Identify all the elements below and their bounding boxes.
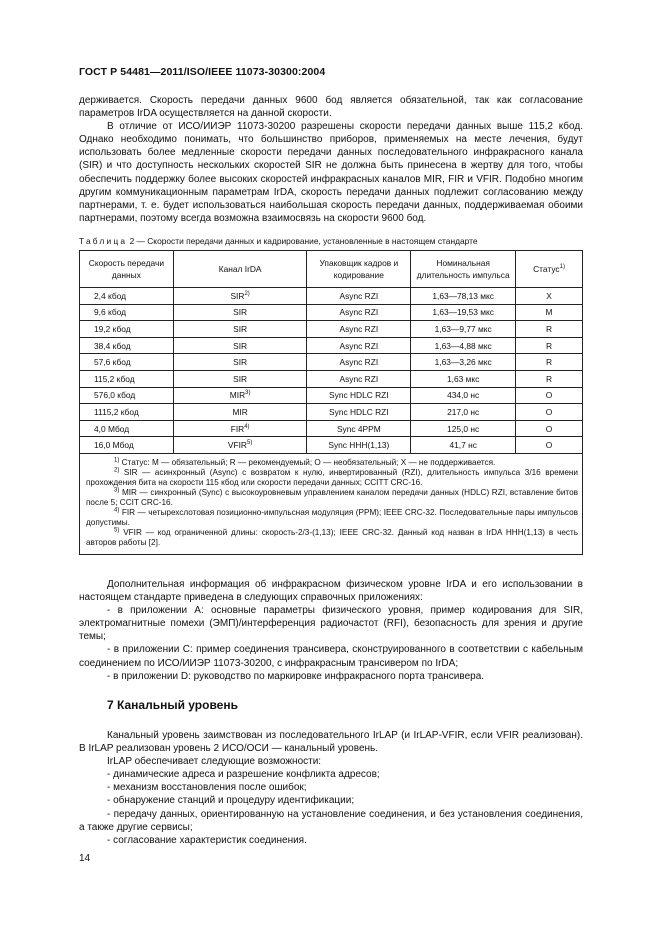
- section-paragraph-1: Канальный уровень заимствован из последовательного IrLAP (и IrLAP-VFIR, если VFIR реализован). В IrLAP реализован уровень 2 ИСО/ОСИ — канальный уровень.: [79, 730, 583, 755]
- cell-channel: [173, 354, 307, 371]
- cell-channel-text: SIR: [233, 357, 248, 368]
- cell-channel-text: SIR: [233, 373, 248, 384]
- appendix-intro: Дополнительная информация об инфракрасном физическом уровне IrDA и его использовании в настоящем стандарте приведена в следующих справочных приложениях:: [79, 579, 583, 604]
- table-note: [86, 468, 578, 488]
- cell-duration: 41,7 нс: [411, 437, 516, 454]
- table-row: [80, 370, 583, 387]
- table-note-text: VFIR — код ограниченной длины: скорость-2/3-(1,13); IEEE CRC-32. Данный код назван в IrDA HHH(1,13) в честь авторов работы [2].: [86, 527, 578, 547]
- cell-channel-text: MIR: [229, 390, 246, 401]
- table-row: [80, 420, 583, 437]
- cell-channel: [173, 420, 307, 437]
- cell-framer: Async RZI: [307, 288, 411, 305]
- cell-duration: 1,63—78,13 мкс: [411, 288, 516, 305]
- cell-duration: 217,0 нс: [411, 404, 516, 421]
- table-note-mark: 1): [114, 457, 120, 464]
- cell-rate: 57,6 кбод: [80, 354, 174, 371]
- appendix-item: - в приложении С: пример соединения трансивера, сконструированного в соответствии с кабельным соединением по ИСО/ИИЭР 11073-30200, с инфракрасным трансивером по IrDA;: [79, 644, 583, 669]
- table-note-text: SIR — асинхронный (Async) с возвратом к нулю, инвертированный (RZI), длительность импульса 3/16 времени прохождения бита на скорости 115 кбод или скорости передачи данных; CCITT CRC-16.: [86, 467, 578, 487]
- cell-framer: Sync HDLC RZI: [307, 387, 411, 404]
- cell-status: R: [516, 337, 583, 354]
- table-notes-row: [80, 453, 583, 554]
- section-heading: 7 Канальный уровень: [107, 698, 238, 712]
- cell-status: O: [516, 404, 583, 421]
- cell-duration: 125,0 нс: [411, 420, 516, 437]
- table-header-row: [80, 251, 583, 288]
- table-note-mark: 5): [114, 527, 120, 534]
- cell-rate: 4,0 Мбод: [80, 420, 174, 437]
- cell-channel-text: VFIR: [227, 440, 247, 451]
- cell-framer: Sync HDLC RZI: [307, 404, 411, 421]
- capability-item: - обнаружение станций и процедуру идентификации;: [107, 795, 355, 807]
- page-header: ГОСТ Р 54481—2011/ISO/IEEE 11073-30300:2004: [79, 66, 326, 78]
- cell-channel-note: 4): [244, 423, 250, 430]
- cell-rate: 19,2 кбод: [80, 321, 174, 338]
- cell-rate: 38,4 кбод: [80, 337, 174, 354]
- capability-item: - согласование характеристик соединения.: [107, 834, 307, 846]
- cell-rate: 9,6 кбод: [80, 304, 174, 321]
- cell-rate: 2,4 кбод: [80, 288, 174, 305]
- cell-status: R: [516, 354, 583, 371]
- cell-duration: 1,63—4,88 мкс: [411, 337, 516, 354]
- table-note-text: FIR — четырехслотовая позиционно-импульсная модуляция (PPM); IEEE CRC-32. Последовательные пары импульсов допустимы.: [86, 507, 578, 527]
- cell-status: M: [516, 304, 583, 321]
- header-rate: Скорость передачи данных: [80, 251, 174, 288]
- cell-framer: Async RZI: [307, 304, 411, 321]
- cell-channel-note: 2): [244, 291, 250, 297]
- table-caption: [79, 236, 583, 246]
- cell-framer: Async RZI: [307, 337, 411, 354]
- cell-channel: [173, 337, 307, 354]
- cell-status: O: [516, 437, 583, 454]
- cell-rate: 1115,2 кбод: [80, 404, 174, 421]
- table-row: [80, 321, 583, 338]
- cell-framer: Async RZI: [307, 370, 411, 387]
- header-channel: Канал IrDA: [173, 251, 307, 288]
- cell-status: O: [516, 387, 583, 404]
- table-notes: [80, 453, 583, 554]
- cell-status: X: [516, 288, 583, 305]
- intro-paragraph-2: В отличие от ИСО/ИИЭР 11073-30200 разрешены скорости передачи данных выше 115,2 кбод. Однако необходимо понимать, что большинство приборов, применяемых на месте лечения, будут использовать более медленные скорости передачи данных последовательного инфракрасного канала (SIR) и что доступность нескольких скоростей SIR не должна быть принесена в жертву для того, чтобы обеспечить поддержку более высоких скоростей инфракрасных каналов MIR, FIR и VFIR. Подобно многим другим коммуникационным параметрам IrDA, скорость передачи данных подлежит согласованию между партнерами, т. е. будет использоваться наибольшая скорость передачи данных, поддерживаемая обоими партнерами, поэтому всегда возможна взаимосвязь на скорости 9600 бод.: [79, 121, 583, 224]
- table-row: [80, 404, 583, 421]
- cell-duration: 1,63—9,77 мкс: [411, 321, 516, 338]
- page-number: 14: [79, 853, 91, 864]
- cell-channel-text: SIR: [233, 307, 248, 318]
- header-status-note: 1): [559, 264, 565, 271]
- cell-framer: Sync HHH(1,13): [307, 437, 411, 454]
- appendix-item: - в приложении А: основные параметры физического уровня, пример кодирования для SIR, электромагнитные помехи (ЭМП)/интерференция радиочастот (RFI), безопасность для зрения и другие темы;: [79, 605, 583, 643]
- table-row: [80, 354, 583, 371]
- capability-item: - передачу данных, ориентированную на установление соединения, и без установления соединения, а также другие сервисы;: [79, 808, 583, 833]
- cell-status: R: [516, 370, 583, 387]
- table-row: [80, 437, 583, 454]
- header-status: [516, 251, 583, 288]
- cell-channel-text: FIR: [230, 423, 245, 434]
- table-row: [80, 304, 583, 321]
- cell-rate: 115,2 кбод: [80, 370, 174, 387]
- cell-status: O: [516, 420, 583, 437]
- table-note: [86, 488, 578, 508]
- data-rates-table: [79, 250, 583, 555]
- header-status-label: Статус: [533, 264, 560, 274]
- cell-status: R: [516, 321, 583, 338]
- header-duration: Номинальная длительность импульса: [411, 251, 516, 288]
- cell-duration: 434,0 нс: [411, 387, 516, 404]
- cell-channel: [173, 370, 307, 387]
- cell-framer: Sync 4PPM: [307, 420, 411, 437]
- cell-channel: [173, 321, 307, 338]
- capability-item: - механизм восстановления после ошибок;: [107, 782, 307, 794]
- table-note-text: MIR — синхронный (Sync) с высокоуровневым управлением каналом передачи данных (HDLC) RZI, вставление битов после 5; CCIT CRC-16.: [86, 487, 578, 507]
- intro-text: [79, 94, 583, 225]
- section-body: [79, 729, 583, 847]
- table-note: [86, 458, 578, 468]
- cell-duration: 1,63—3,26 мкс: [411, 354, 516, 371]
- cell-channel-note: 5): [246, 440, 253, 447]
- cell-rate: 576,0 кбод: [80, 387, 174, 404]
- cell-channel: [173, 387, 307, 404]
- table-note-mark: 3): [114, 487, 120, 494]
- table-row: [80, 288, 583, 305]
- cell-channel: [173, 437, 307, 454]
- cell-duration: 1,63—19,53 мкс: [411, 304, 516, 321]
- table-note: [86, 528, 578, 548]
- capability-item: - динамические адреса и разрешение конфликта адресов;: [107, 769, 380, 781]
- appendix-references: [79, 578, 583, 683]
- cell-channel-text: SIR: [230, 290, 245, 301]
- table-note: [86, 508, 578, 528]
- section-paragraph-2: IrLAP обеспечивает следующие возможности:: [107, 756, 322, 768]
- table-row: [80, 337, 583, 354]
- cell-channel-text: SIR: [233, 340, 248, 351]
- table-caption-text: 2 — Скорости передачи данных и кадрирование, установленные в настоящем стандарте: [127, 236, 478, 246]
- cell-rate: 16,0 Мбод: [80, 437, 174, 454]
- table-note-text: Статус: M — обязательный; R — рекомендуемый; O — необязательный; X — не поддерживается.: [119, 457, 496, 467]
- cell-channel: [173, 304, 307, 321]
- cell-duration: 1,63 мкс: [411, 370, 516, 387]
- appendix-item: - в приложении D: руководство по маркировке инфракрасного порта трансивера.: [107, 670, 485, 682]
- cell-framer: Async RZI: [307, 321, 411, 338]
- table-note-mark: 4): [114, 507, 120, 514]
- cell-channel: [173, 288, 307, 305]
- intro-paragraph-1: держивается. Скорость передачи данных 9600 бод является обязательной, так как согласование параметров IrDA осуществляется на данной скорости.: [79, 95, 583, 120]
- table-row: [80, 387, 583, 404]
- table-note-mark: 2): [114, 467, 120, 474]
- cell-channel-note: 3): [245, 390, 251, 397]
- cell-channel-text: MIR: [232, 406, 248, 417]
- cell-channel: [173, 404, 307, 421]
- cell-framer: Async RZI: [307, 354, 411, 371]
- cell-channel-text: SIR: [233, 323, 248, 334]
- header-framer: Упаковщик кадров и кодирование: [307, 251, 411, 288]
- table-caption-prefix: Таблица: [79, 236, 128, 246]
